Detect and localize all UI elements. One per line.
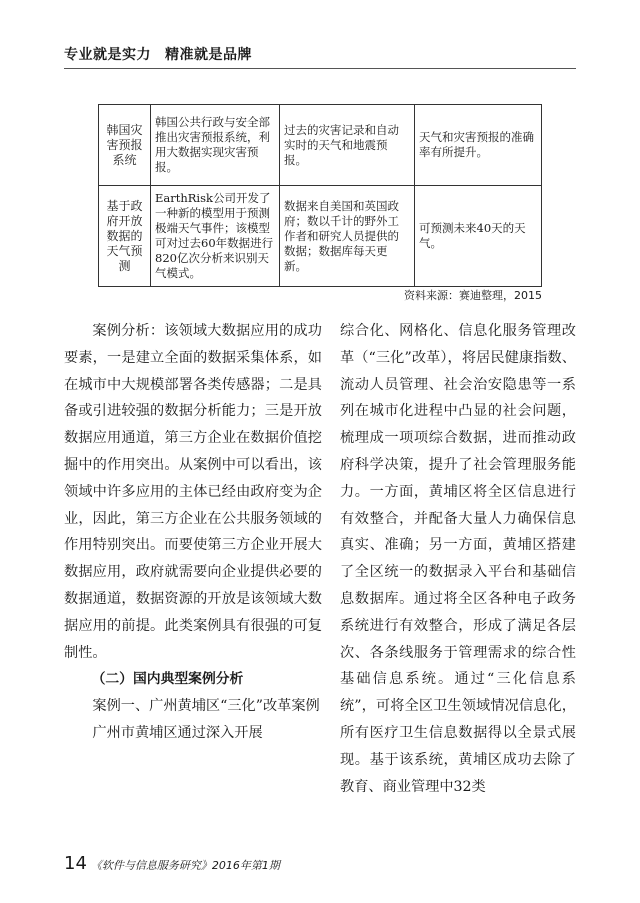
paragraph-huangpu-intro: 广州市黄埔区通过深入开展 [92, 724, 263, 741]
table-row [99, 105, 542, 186]
case-table [98, 104, 542, 287]
paragraph-case-analysis: 案例分析：该领域大数据应用的成功要素，一是建立全面的数据采集体系，如在城市中大规模部署各类传感器；二是具备或引进较强的数据分析能力；三是开放数据应用通道，第三方企业在数据价值挖掘中的作用突出。从案例中可以看出，该领域中许多应用的主体已经由政府变为企业，因此，第三方企业在公共服务领域的作用特别突出。而要使第三方企业开展大数据应用，政府就需要向企业提供必要的数据通道，数据资源的开放是该领域大数据应用的前提。此类案例具有很强的可复制性。 [64, 323, 322, 661]
journal-citation: 《软件与信息服务研究》2016年第1期 [90, 859, 280, 872]
case-result-cell: 天气和灾害预报的准确率有所提升。 [415, 105, 542, 186]
table-row [99, 186, 542, 287]
header-rule [64, 68, 576, 69]
paragraph-case-title: 案例一、广州黄埔区“三化”改革案例 [92, 698, 320, 715]
case-data-cell: 数据来自美国和英国政府；数以千计的野外工作者和研究人员提供的数据；数据库每天更新。 [280, 186, 415, 287]
header-slogan-2: 精准就是品牌 [165, 47, 252, 63]
table-source: 资料来源：赛迪整理，2015 [404, 289, 542, 302]
page-header [64, 44, 252, 64]
section-heading: （二）国内典型案例分析 [91, 671, 244, 688]
body-column-left [64, 318, 322, 747]
case-name-cell: 韩国灾害预报系统 [99, 105, 151, 186]
case-description-cell: 韩国公共行政与安全部推出灾害预报系统，利用大数据实现灾害预报。 [151, 105, 280, 186]
case-result-cell: 可预测未来40天的天气。 [415, 186, 542, 287]
case-name-cell: 基于政府开放数据的天气预测 [99, 186, 151, 287]
paragraph-huangpu-reform: 综合化、网格化、信息化服务管理改革（“三化”改革），将居民健康指数、流动人员管理、社会治安隐患等一系列在城市化进程中凸显的社会问题，梳理成一项项综合数据，进而推动政府科学决策，提升了社会管理服务能力。一方面，黄埔区将全区信息进行有效整合，并配备大量人力确保信息真实、准确；另一方面，黄埔区搭建了全区统一的数据录入平台和基础信息数据库。通过将全区各种电子政务系统进行有效整合，形成了满足各层次、各条线服务于管理需求的综合性基础信息系统。通过“三化信息系统”，可将全区卫生领域情况信息化，所有医疗卫生信息数据得以全景式展现。基于该系统，黄埔区成功去除了教育、商业管理中32类 [340, 323, 576, 795]
body-column-right [340, 318, 576, 800]
case-description-cell: EarthRisk公司开发了一种新的模型用于预测极端天气事件；该模型可对过去60年数据进行820亿次分析来识别天气模式。 [151, 186, 280, 287]
page-footer [64, 853, 280, 874]
page-number: 14 [64, 853, 87, 874]
case-data-cell: 过去的灾害记录和自动实时的天气和地震预报。 [280, 105, 415, 186]
header-slogan-1: 专业就是实力 [64, 47, 151, 63]
